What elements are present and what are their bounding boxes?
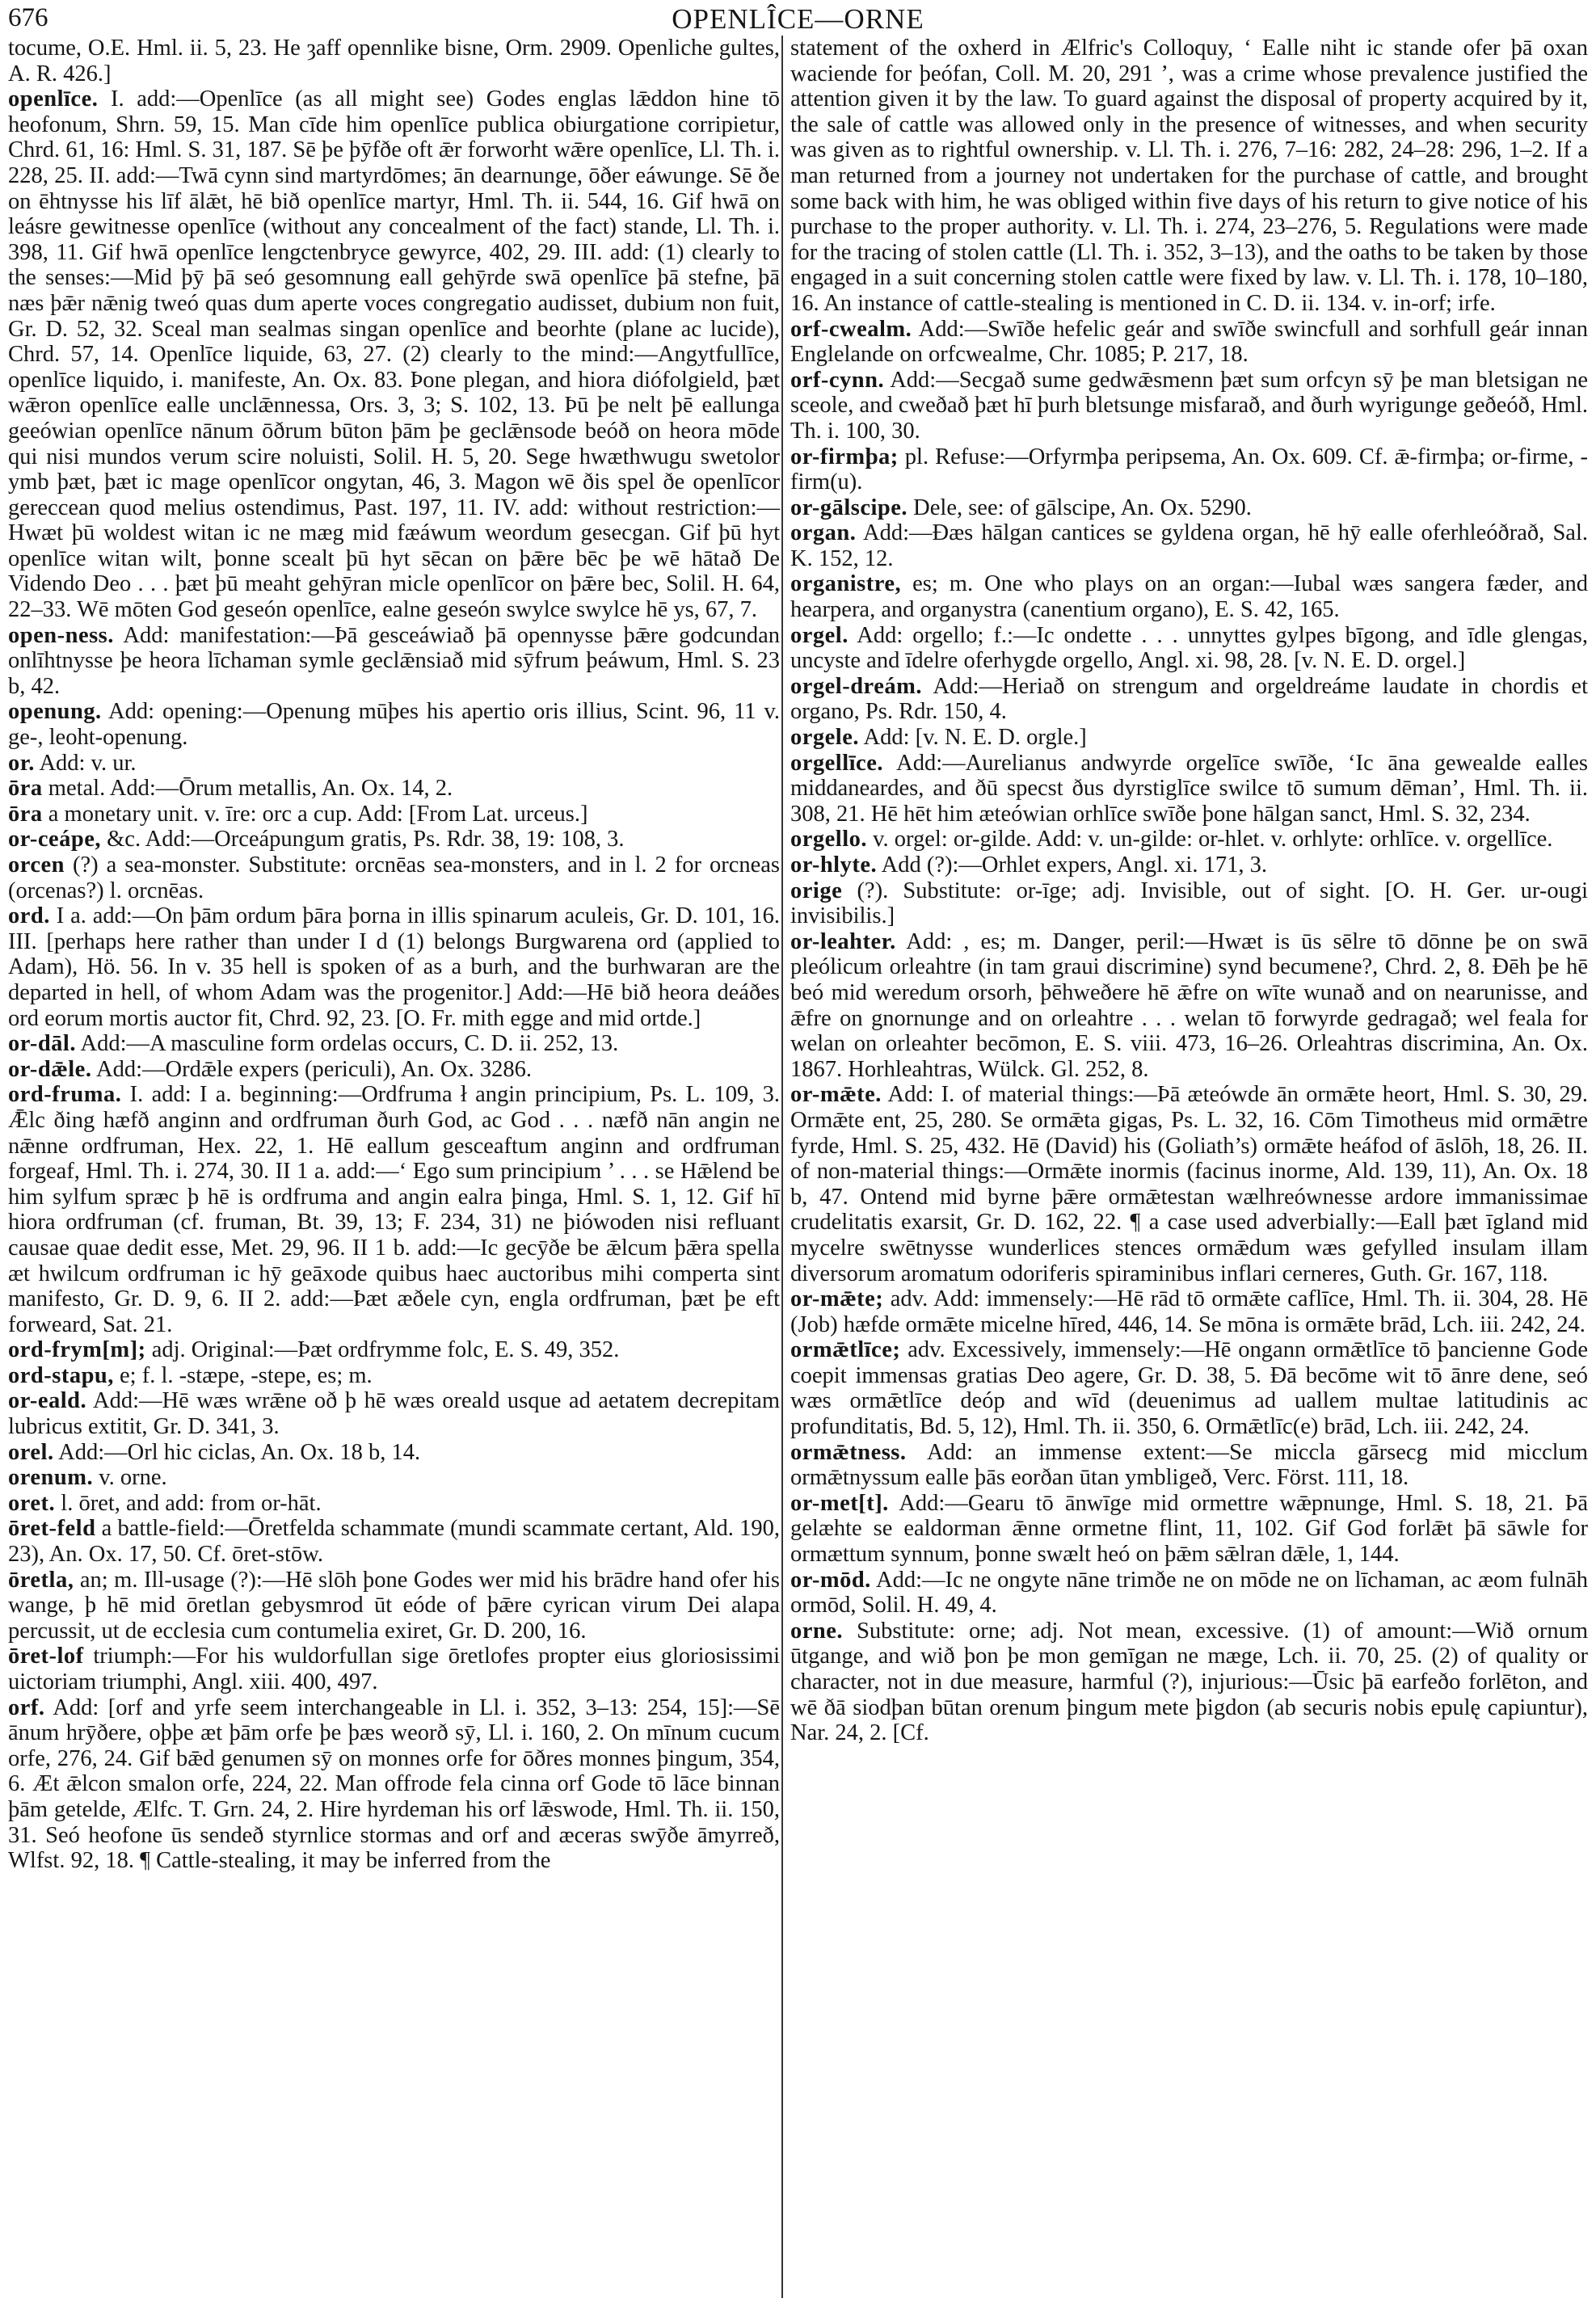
dictionary-entry [790, 751, 1588, 827]
entry-headword: orgel. [790, 622, 849, 648]
entry-body: Add:—Ic ne ongyte nāne trimðe ne on mōde ne on līchaman, ac æom fulnāh ormōd, Solil. H. 49, 4. [790, 1567, 1588, 1619]
dictionary-entry [790, 571, 1588, 622]
dictionary-entry [790, 444, 1588, 495]
entry-headword: or-firmþa; [790, 444, 899, 469]
entry-headword: ōretla, [8, 1567, 74, 1593]
dictionary-entry [790, 1491, 1588, 1568]
entry-headword: or-mǣte. [790, 1082, 882, 1108]
dictionary-entry [8, 1363, 780, 1389]
entry-headword: or. [8, 750, 35, 776]
entry-body: (?) a sea-monster. Substitute: orcnēas sea-monsters, and in l. 2 for orcneas (orcenas?) l. orcnēas. [8, 852, 780, 903]
entry-headword: or-gālscipe. [790, 495, 908, 520]
entry-headword: organistre, [790, 571, 902, 597]
dictionary-entry [790, 852, 1588, 878]
dictionary-entry [790, 1440, 1588, 1491]
entry-body: Add:—Secgað sume gedwǣsmenn þæt sum orfcyn sȳ þe man bletsigan ne sceole, and cweðað þæt hī þurh bletsunge misfarað, and ðurh wyrigunge geðeóð, Hml. Th. i. 100, 30. [790, 367, 1588, 444]
dictionary-entry [790, 317, 1588, 368]
entry-body: adv. Excessively, immensely:—Hē ongann ormǣtlīce tō þancienne Gode coepit immensas gratias Deo agere, Gr. D. 38, 5. Ðā becōme wit tō ānre dene, seó wæs ormǣtlīce deóp and wīd (deuenimus ad uallem multae latitudinis ac profunditatis, Bd. 5, 12), Hml. Th. ii. 350, 6. Ormǣtlīc(e) brād, Lch. iii. 242, 24. [790, 1337, 1588, 1440]
entry-body: Add (?):—Orhlet expers, Angl. xi. 171, 3. [877, 852, 1267, 878]
dictionary-entry [8, 1491, 780, 1517]
entry-body: es; m. One who plays on an organ:—Iubal wæs sangera fæder, and hearpera, and organystra (canentium organo), E. S. 42, 165. [790, 571, 1588, 623]
entry-headword: ōra [8, 776, 43, 802]
dictionary-entry [8, 852, 780, 903]
dictionary-entry [790, 1619, 1588, 1746]
dictionary-entry [8, 1388, 780, 1439]
entry-body: I a. add:—On þām ordum þāra þorna in illis spinarum aculeis, Gr. D. 101, 16. III. [perhaps here rather than under I d (1) belongs Burgwarena ord (applied to Adam), Hö. 56. In v. 35 hell is spoken of as a burh, and the burhwaran are the departed in hell, of whom Adam was the progenitor.] Add:—Hē bið heora deáðes ord eorum mortis auctor fit, Chrd. 92, 23. [O. Fr. mith egge and mid ortde.] [8, 903, 780, 1031]
dictionary-entry [790, 368, 1588, 444]
entry-headword: or-eald. [8, 1388, 87, 1414]
entry-body: adj. Original:—Þæt ordfrymme folc, E. S. 49, 352. [145, 1337, 620, 1363]
entry-headword: orgellīce. [790, 750, 883, 776]
dictionary-entry [8, 1031, 780, 1057]
entry-headword: or-hlyte. [790, 852, 878, 878]
dictionary-entry [8, 1082, 780, 1337]
entry-body: adv. Add: immensely:—Hē rād tō ormǣte caflīce, Hml. Th. ii. 304, 28. Hē (Job) hæfde ormǣte micelne hīred, 446, 14. Se mōna is ormǣte brād, Lch. iii. 242, 24. [790, 1286, 1588, 1337]
entry-body: Add: manifestation:—Þā gesceáwiað þā opennysse þǣre godcundan onlīhtnysse þe heora līchaman symle geclǣnsiað mid sȳfrum þeáwum, Hml. S. 23 b, 42. [8, 622, 780, 699]
entry-headword: openung. [8, 699, 102, 725]
dictionary-entry [8, 903, 780, 1031]
entry-body: Add: I. of material things:—Þā æteówde ān ormǣte heort, Hml. S. 30, 29. Ormǣte ent, 25, 280. Se ormǣta gigas, Ps. L. 32, 16. Cōm Timotheus mid ormǣtre fyrde, Hml. S. 25, 432. Hē (David) his (Goliath’s) ormǣte heáfod of āslōh, 18, 26. II. of non-material things:—Ormǣte inormis (facinus inorme, Ald. 139, 11), An. Ox. 18 b, 47. Ontend mid byrne þǣre ormǣtestan wælhreównesse ardore immanissimae crudelitatis exarsit, Gr. D. 162, 22. ¶ a case used adverbially:—Eall þæt īgland mid mycelre swētnysse wunderlices stences ormǣdum wæs gefylled insulam illam diversorum aromatum odoriferis spiraminibus inflari cerneres, Guth. Gr. 167, 118. [790, 1082, 1588, 1286]
entry-body: Add: opening:—Openung mūþes his apertio oris illius, Scint. 96, 11 v. ge-, leoht-openung. [8, 699, 780, 751]
entry-headword: orf. [8, 1694, 45, 1720]
entry-body: l. ōret, and add: from or-hāt. [55, 1490, 322, 1516]
entry-headword: open-ness. [8, 622, 114, 648]
entry-body: Add:—Aurelianus andwyrde orgelīce swīðe, ‘Ic āna gewealde ealles middaneardes, and ðū specst ðus dyrstiglīce swilce tō sumum dēman’, Hml. Th. ii. 308, 21. Hē hēt him æteówian orhlīce swīðe þone hālgan sanct, Hml. S. 32, 234. [790, 750, 1588, 827]
entry-body: Add: v. ur. [34, 750, 137, 776]
dictionary-entry [8, 751, 780, 777]
entry-body: a monetary unit. v. īre: orc a cup. Add: [From Lat. urceus.] [42, 801, 588, 827]
dictionary-entry [8, 776, 780, 802]
entry-body: Add: [orf and yrfe seem interchangeable in Ll. i. 352, 3–13: 254, 15]:—Sē ānum hrȳðere, oþþe æt þām orfe þe þæs weorð sȳ, Ll. i. 160, 2. On mīnum cucum orfe, 276, 24. Gif bǣd genumen sȳ on monnes orfe for ōðres monnes þingum, 354, 6. Æt ǣlcon smalon orfe, 224, 22. Man offrode fela cinna orf Gode tō lāce binnan þām getelde, Ælfc. T. Grn. 24, 2. Hire hyrdeman his orf lǣswode, Hml. Th. ii. 150, 31. Seó heofone ūs sendeð styrnlice stormas and orf and æceras swȳðe āmyrreð, Wlfst. 92, 18. ¶ Cattle-stealing, it may be inferred from the [8, 1694, 780, 1874]
left-column [8, 36, 780, 1874]
entry-headword: ormǣtness. [790, 1439, 907, 1465]
dictionary-entry [8, 1337, 780, 1363]
entry-headword: openlīce. [8, 86, 99, 112]
entry-headword: orcen [8, 852, 65, 878]
dictionary-entry [8, 1057, 780, 1083]
dictionary-entry [790, 623, 1588, 674]
entry-body: v. orgel: or-gilde. Add: v. un-gilde: or-hlet. v. orhlyte: orhlīce. v. orgellīce. [867, 827, 1553, 852]
entry-headword: or-dǣle. [8, 1056, 92, 1082]
dictionary-entry [8, 86, 780, 622]
entry-headword: ord-fruma. [8, 1082, 122, 1108]
dictionary-entry [8, 623, 780, 700]
right-column [790, 36, 1588, 1746]
entry-body: (?). Substitute: or-īge; adj. Invisible, out of sight. [O. H. Ger. ur-ougi invisibilis.] [790, 878, 1588, 929]
entry-headword: orige [790, 878, 843, 903]
page-number: 676 [8, 3, 48, 32]
entry-body: v. orne. [93, 1465, 167, 1491]
entry-headword: ōret-lof [8, 1644, 84, 1669]
entry-headword: or-ceápe, [8, 827, 102, 852]
dictionary-entry [8, 827, 780, 852]
dictionary-entry [8, 699, 780, 750]
dictionary-entry [790, 827, 1588, 852]
entry-headword: or-mōd. [790, 1567, 871, 1593]
entry-headword: or-dāl. [8, 1031, 76, 1057]
entry-body: Add:—Swīðe hefelic geár and swīðe swincfull and sorhfull geár innan Englelande on orfcwealme, Chr. 1085; P. 217, 18. [790, 316, 1588, 368]
dictionary-entry [8, 1440, 780, 1466]
dictionary-entry [8, 1695, 780, 1874]
dictionary-entry [790, 878, 1588, 929]
dictionary-entry [8, 1568, 780, 1644]
entry-headword: ord. [8, 903, 50, 929]
entry-headword: orf-cynn. [790, 367, 885, 393]
entry-headword: orf-cwealm. [790, 316, 912, 342]
entry-body: Add:—Gearu tō ānwīge mid ormettre wǣpnunge, Hml. S. 18, 21. Þā gelæhte se ealdorman ǣnne ormetne flint, 11, 102. Gif God forlǣt þā sāwle for ormættum synnum, þonne swælt heó on þǣm sǣlran dǣle, 1, 144. [790, 1490, 1588, 1568]
entry-body: Add:—Hē wæs wrǣne oð þ hē wæs oreald usque ad aetatem decrepitam lubricus extitit, Gr. D. 341, 3. [8, 1388, 780, 1440]
entry-headword: orgel-dreám. [790, 673, 922, 699]
dictionary-entry [790, 36, 1588, 317]
entry-headword: or-met[t]. [790, 1490, 889, 1516]
entry-body: &c. Add:—Orceápungum gratis, Ps. Rdr. 38, 19: 108, 3. [101, 827, 625, 852]
entry-body: I. add: I a. beginning:—Ordfruma ł angin principium, Ps. L. 109, 3. Ǣlc ðing hæfð anginn and ordfruman ðurh God, ac God . . . næfð nān angin ne nǣnne ordfruman, Hex. 22, 1. Hē eallum gesceaftum anginn and ordfruman forgeaf, Hml. Th. i. 274, 30. II 1 a. add:—‘ Ego sum principium ’ . . . se Hǣlend be him sylfum spræc þ hē is ordfruma and angin ealra þinga, Hml. S. 1, 12. Gif hī hiora ordfruman (cf. fruman, Bt. 39, 13; F. 234, 31) ne þiówoden nisi refluant causae quae dedit esse, Met. 29, 96. II 1 b. add:—Ic gecȳðe be ǣlcum þǣra spella æt hwilcum ordfruman ic hȳ geāxode quibus haec auctoribus mihi comperta sint manifesto, Gr. D. 9, 6. II 2. add:—Þæt æðele cyn, engla ordfruman, þæt þe eft forweard, Sat. 21. [8, 1082, 780, 1337]
entry-body: an; m. Ill-usage (?):—Hē slōh þone Godes wer mid his brādre hand ofer his wange, þ hē mid ōretlan gebysmrod ūt eóde of þǣre cyrican virum Dei alapa percussit, ut de ecclesia cum contumelia exiret, Gr. D. 200, 16. [8, 1567, 780, 1644]
entry-headword: ord-stapu, [8, 1362, 114, 1388]
entry-headword: ormǣtlīce; [790, 1337, 901, 1363]
dictionary-entry [8, 1644, 780, 1694]
entry-headword: orgele. [790, 725, 859, 751]
dictionary-entry [790, 495, 1588, 521]
dictionary-entry [790, 929, 1588, 1083]
entry-headword: oret. [8, 1490, 56, 1516]
entry-body: Add: [v. N. E. D. orgle.] [859, 725, 1087, 751]
entry-body: Add:—A masculine form ordelas occurs, C. D. ii. 252, 13. [75, 1031, 619, 1057]
entry-body: Substitute: orne; adj. Not mean, excessive. (1) of amount:—Wið ornum ūtgange, and wið þon þe mon gemīgan ne mæge, Lch. ii. 70, 25. (2) of quality or character, not in due measure, harmful (?), injurious:—Ūsic þā earfeðo forlēton, and wē ðā siodþan būtan orenum þingum mete þigdon (ab securis nobis epulę capiuntur), Nar. 24, 2. [Cf. [790, 1618, 1588, 1746]
entry-body: Add:—Ðæs hālgan cantices se gyldena organ, hē hȳ ealle oferhleóðrað, Sal. K. 152, 12. [790, 520, 1588, 571]
dictionary-entry [8, 1465, 780, 1491]
entry-body: e; f. l. -stæpe, -stepe, es; m. [113, 1362, 373, 1388]
dictionary-entry [790, 1337, 1588, 1439]
entry-body: metal. Add:—Ōrum metallis, An. Ox. 14, 2. [42, 776, 453, 802]
entry-headword: orenum. [8, 1465, 94, 1491]
dictionary-entry [8, 1516, 780, 1567]
column-divider [781, 36, 783, 2298]
entry-body: I. add:—Openlīce (as all might see) Godes englas lǣddon hine tō heofonum, Shrn. 59, 15. Man cīde him openlīce publica obiurgatione corripietur, Chrd. 61, 16: Hml. S. 31, 187. Sē þe þȳfðe oft ǣr forworht wǣre openlīce, Ll. Th. i. 228, 25. II. add:—Twā cynn sind martyrdōmes; ān dearnunge, ōðer eáwunge. Sē ðe on ēhtnysse his līf ālǣt, hē bið openlīce martyr, Hml. Th. ii. 544, 16. Gif hwā on leásre gewitnesse openlīce (without any concealment of the fact) stande, Ll. Th. i. 398, 11. Gif hwā openlīce lengctenbryce gewyrce, 402, 29. III. add: (1) clearly to the senses:—Mid þȳ þā seó gesomnung eall gehȳrde swā openlīce þā stefne, þā næs þǣr nǣnig tweó quas dum aperte voces congregatio audisset, dubium non fuit, Gr. D. 52, 32. Sceal man sealmas singan openlīce and beorhte (plane ac lucide), Chrd. 57, 14. Openlīce liquide, 63, 27. (2) clearly to the mind:—Angytfullīce, openlīce liquido, i. manifeste, An. Ox. 83. Þone plegan, and hiora diófolgield, þæt wǣron openlīce ealle unclǣnnessa, Ors. 3, 3; S. 102, 13. Þū þe nelt þē eallunga geeówian openlīce nānum ōðrum būton þām þe geclǣnsode beóð on heora mōde qui nisi mundos verum scire noluisti, Solil. H. 5, 20. Sege hwæthwugu swetolor ymb þæt, þæt ic mage openlīcor ongytan, 46, 3. Magon wē ðis spel ðe openlīcor gereccean quod melius ostendimus, Past. 197, 11. IV. add: without restriction:—Hwæt þū woldest witan ic ne mæg mid fæáwum weordum gesecgan. Gif þū hyt openlīce witan wilt, þonne scealt þū hyt sēcan on þǣre bēc þe wē hātað De Videndo Deo . . . þæt þū meaht gehȳran micle openlīcor on þǣre bec, Solil. H. 64, 22–33. Wē mōten God geseón openlīce, ealne geseón swylce swylce hē ys, 67, 7. [8, 86, 780, 623]
dictionary-entry [790, 1286, 1588, 1337]
entry-body: Add: an immense extent:—Se miccla gārsecg mid micclum ormǣtnyssum ealle þās eorðan ūtan ymbligeð, Verc. Först. 111, 18. [790, 1439, 1588, 1491]
entry-body: triumph:—For his wuldorfullan sige ōretlofes propter eius gloriosissimi uictoriam triumphi, Angl. xiii. 400, 497. [8, 1644, 780, 1694]
entry-body: tocume, O.E. Hml. ii. 5, 23. He ȝaff opennlike bisne, Orm. 2909. Openliche gultes, A. R. 426.] [8, 36, 780, 86]
entry-headword: orne. [790, 1618, 844, 1644]
dictionary-entry [790, 725, 1588, 751]
entry-body: Add:—Heriað on strengum and orgeldreáme laudate in chordis et organo, Ps. Rdr. 150, 4. [790, 673, 1588, 725]
dictionary-entry [8, 36, 780, 86]
entry-body: pl. Refuse:—Orfyrmþa peripsema, An. Ox. 609. Cf. ǣ-firmþa; or-firme, -firm(u). [790, 444, 1588, 495]
dictionary-entry [790, 674, 1588, 725]
entry-body: Add:—Ordǣle expers (periculi), An. Ox. 3286. [91, 1056, 533, 1082]
entry-headword: orel. [8, 1439, 54, 1465]
entry-body: Dele, see: of gālscipe, An. Ox. 5290. [907, 495, 1252, 520]
entry-headword: organ. [790, 520, 857, 546]
entry-headword: orgello. [790, 827, 868, 852]
entry-body: Add: , es; m. Danger, peril:—Hwæt is ūs sēlre tō dōnne þe on swā pleólicum orleahtre (in tam graui discrimine) synd becumene?, Chrd. 2, 8. Ðēh þe hē beó mid weredum orsorh, þēhweðere hē ǣfre on wīte wunað and on nearunisse, and ǣfre on gnornunge and on orleahtre . . . welan tō forwyrde gedragað; wel feala for welan on orleahter becōmon, E. S. viii. 473, 16–26. Orleahtras discrimina, An. Ox. 1867. Horhleahtras, Wülck. Gl. 252, 8. [790, 928, 1588, 1082]
entry-headword: ōret-feld [8, 1516, 96, 1542]
entry-headword: ord-frym[m]; [8, 1337, 146, 1363]
dictionary-entry [8, 802, 780, 827]
entry-headword: or-leahter. [790, 928, 896, 954]
dictionary-entry [790, 520, 1588, 571]
entry-body: Add: orgello; f.:—Ic ondette . . . unnyttes gylpes bīgong, and īdle glengas, uncyste and īdelre oferhygde orgello, Angl. xi. 98, 28. [v. N. E. D. orgel.] [790, 622, 1588, 674]
dictionary-entry [790, 1568, 1588, 1619]
entry-headword: ōra [8, 801, 43, 827]
entry-headword: or-mǣte; [790, 1286, 884, 1312]
running-title: OPENLÎCE—ORNE [672, 3, 924, 35]
entry-body: statement of the oxherd in Ælfric's Colloquy, ‘ Ealle niht ic stande ofer þā oxan waciende for þeófan, Coll. M. 20, 291 ’, was a crime whose prevalence justified the attention given it by the law. To guard against the disposal of property acquired by it, the sale of cattle was allowed only in the presence of witnesses, and when security was given as to rightful ownership. v. Ll. Th. i. 276, 7–16: 282, 24–28: 296, 1–2. If a man returned from a journey not undertaken for the purchase of cattle, and brought some back with him, he was obliged within five days of his return to give notice of his purchase to the proper authority. v. Ll. Th. i. 274, 23–276, 5. Regulations were made for the tracing of stolen cattle (Ll. Th. i. 352, 3–13), and the oaths to be taken by those engaged in a suit concerning stolen cattle were fixed by law. v. Ll. Th. i. 178, 10–180, 16. An instance of cattle-stealing is mentioned in C. D. ii. 134. v. in-orf; irfe. [790, 36, 1588, 316]
page-header [8, 3, 1588, 34]
entry-body: Add:—Orl hic ciclas, An. Ox. 18 b, 14. [53, 1439, 421, 1465]
entry-body: a battle-field:—Ōretfelda schammate (mundi scammate certant, Ald. 190, 23), An. Ox. 17, 50. Cf. ōret-stōw. [8, 1516, 780, 1568]
dictionary-entry [790, 1082, 1588, 1286]
